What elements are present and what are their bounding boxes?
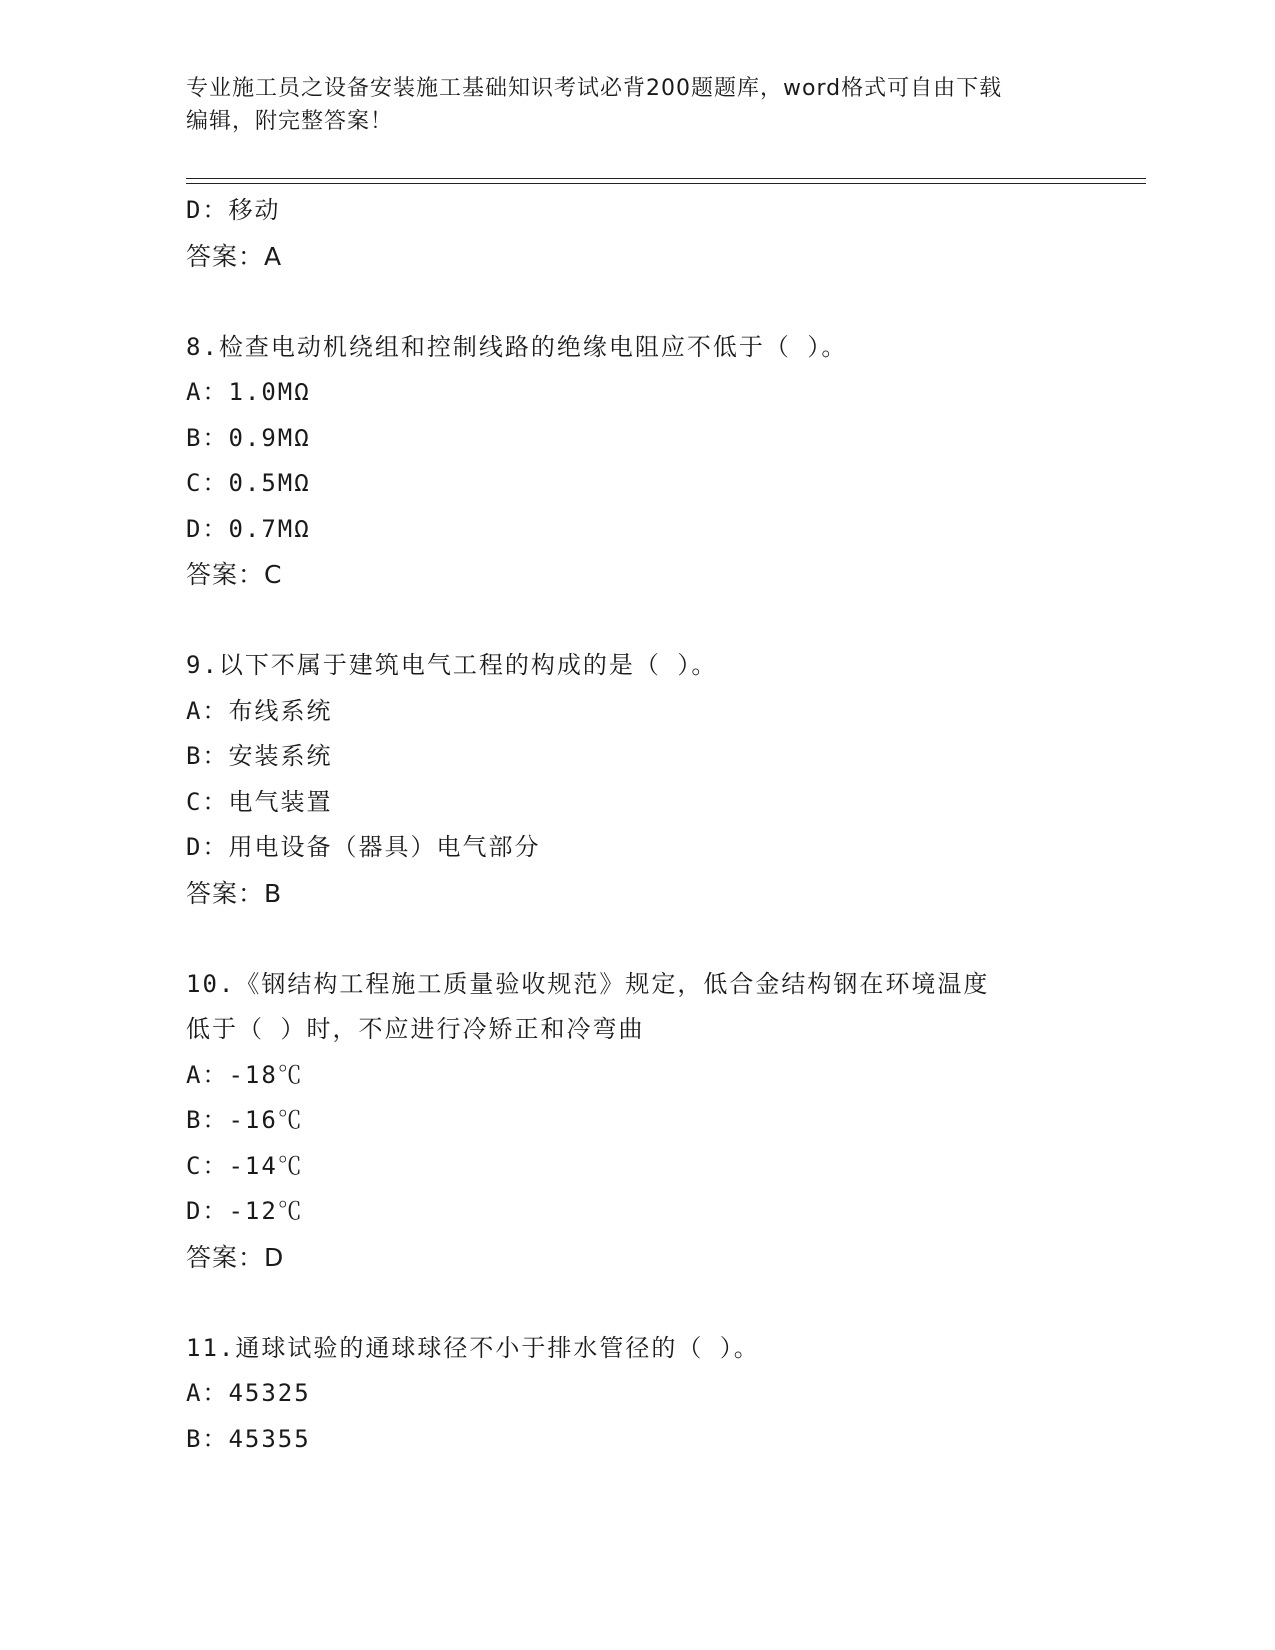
option-b: B：45355 xyxy=(186,1424,311,1453)
question-block-10 xyxy=(186,962,1086,1281)
option-c: C：0.5MΩ xyxy=(186,469,311,497)
question-text: 11.通球试验的通球球径不小于排水管径的（ ）。 xyxy=(186,1333,760,1362)
question-answer: 答案：C xyxy=(186,560,283,589)
option-c: C：电气装置 xyxy=(186,787,333,816)
option-d: D：用电设备（器具）电气部分 xyxy=(186,833,541,861)
header-title-line-2: 编辑，附完整答案！ xyxy=(186,109,394,134)
option-a: A：45325 xyxy=(186,1379,311,1407)
option-a: A：布线系统 xyxy=(186,696,333,725)
header-divider-top xyxy=(186,178,1146,179)
spacer xyxy=(186,598,1086,644)
header-divider-bottom xyxy=(186,183,1146,184)
header-title-line-1: 专业施工员之设备安装施工基础知识考试必背200题题库，word格式可自由下载 xyxy=(186,76,1003,101)
option-c: C：-14℃ xyxy=(186,1151,304,1180)
option-b: B：0.9MΩ xyxy=(186,423,311,452)
option-a: A：-18℃ xyxy=(186,1060,304,1089)
question-answer: 答案：D xyxy=(186,1242,285,1272)
spacer xyxy=(186,916,1086,962)
option-b: B：-16℃ xyxy=(186,1106,304,1134)
question-block-9 xyxy=(186,643,1086,916)
option-d: D：0.7MΩ xyxy=(186,514,311,543)
question-text-line-2: 低于（ ）时，不应进行冷矫正和冷弯曲 xyxy=(186,1015,645,1043)
question-block-11 xyxy=(186,1326,1086,1463)
prev-question-answer: 答案：A xyxy=(186,241,283,271)
question-text-line-1: 10.《钢结构工程施工质量验收规范》规定，低合金结构钢在环境温度 xyxy=(186,969,990,998)
question-answer: 答案：B xyxy=(186,878,283,908)
option-a: A：1.0MΩ xyxy=(186,378,311,406)
spacer xyxy=(186,279,1086,325)
question-list xyxy=(186,188,1086,1462)
option-d: D：-12℃ xyxy=(186,1197,304,1225)
question-text: 9.以下不属于建筑电气工程的构成的是（ ）。 xyxy=(186,651,718,679)
question-text: 8.检查电动机绕组和控制线路的绝缘电阻应不低于（ ）。 xyxy=(186,332,848,361)
question-block-8 xyxy=(186,325,1086,598)
prev-question-option-d: D：移动 xyxy=(186,196,281,224)
option-b: B：安装系统 xyxy=(186,742,333,770)
spacer xyxy=(186,1280,1086,1326)
document-header xyxy=(186,72,1086,138)
